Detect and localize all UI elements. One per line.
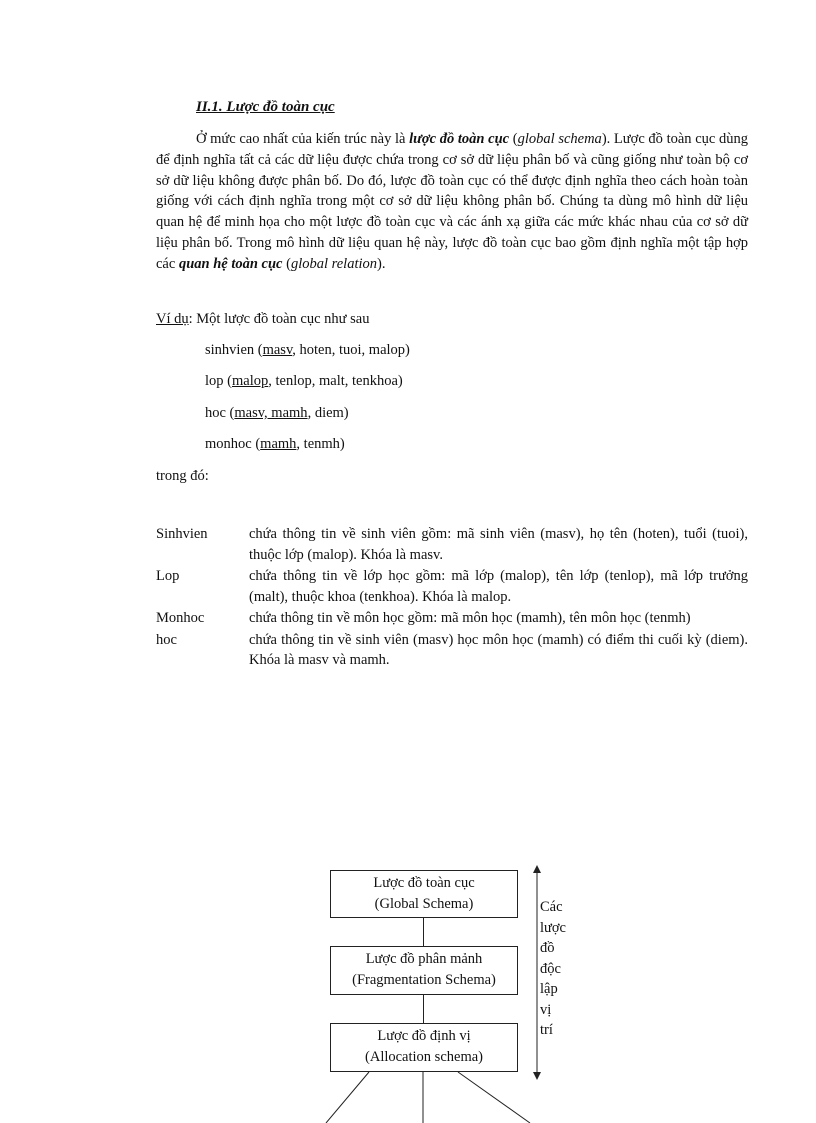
box-subtitle: (Fragmentation Schema) [352, 972, 496, 988]
paragraph-text: ). Lược đồ toàn cục dùng để định nghĩa tất cả các dữ liệu được chứa trong cơ sở dữ liệu phân bố và cũng giống như toàn bộ cơ sở dữ liệu không được phân bố. Do đó, lược đồ toàn cục có thể được định nghĩa theo cách hoàn toàn giống với cách định nghĩa trong một cơ sở dữ liệu không phân bố. Chúng ta dùng mô hình dữ liệu quan hệ để minh họa cho một lược đồ toàn cục và các ánh xạ giữa các mức khác nhau của cơ sở dữ liệu phân bố. Trong mô hình dữ liệu quan hệ này, lược đồ toàn cục bao gồm định nghĩa một tập hợp các [156, 131, 748, 272]
paragraph-text: Ở mức cao nhất của kiến trúc này là [196, 131, 410, 147]
example-text: : Một lược đồ toàn cục như sau [188, 311, 370, 327]
side-label: Các lược đồ độc lập vị trí [540, 899, 566, 1038]
box-title: Lược đồ toàn cục [373, 875, 475, 891]
definition-term: Lop [156, 568, 180, 584]
term-global-schema-en: global schema [517, 131, 602, 147]
box-subtitle: (Global Schema) [374, 896, 474, 912]
box-title: Lược đồ định vị [377, 1028, 471, 1044]
paragraph-text: ( [509, 131, 518, 147]
term-global-schema: lược đồ toàn cục [409, 131, 510, 147]
definition-term: Sinhvien [156, 526, 208, 542]
relation-key: masv, mamh [234, 405, 308, 421]
paragraph-text: ). [377, 255, 386, 272]
definition-term: hoc [156, 631, 177, 648]
definition-desc: chứa thông tin về lớp học gồm: mã lớp (malop), tên lớp (tenlop), mã lớp trưởng (malt), thuộc khoa (tenkhoa). Khóa là malop. [249, 568, 748, 605]
relation-key: mamh [260, 436, 297, 452]
relation-lop: lop (malop, tenlop, malt, tenkhoa) [205, 373, 403, 389]
branch-line-left [326, 1072, 369, 1123]
definition-term: Monhoc [156, 610, 205, 626]
term-global-relation: quan hệ toàn cục [178, 255, 283, 272]
section-heading: II.1. Lược đồ toàn cục [196, 99, 335, 115]
paragraph-text: ( [282, 255, 291, 272]
term-global-relation-en: global relation [290, 255, 378, 272]
definition-desc: chứa thông tin về môn học gồm: mã môn học (mamh), tên môn học (tenmh) [249, 610, 691, 626]
relation-sinhvien: sinhvien (masv, hoten, tuoi, malop) [205, 342, 410, 358]
box-subtitle: (Allocation schema) [365, 1049, 483, 1065]
example-label: Ví dụ [156, 311, 189, 327]
relation-key: masv [262, 342, 293, 358]
relation-key: malop [231, 373, 269, 389]
definition-desc: chứa thông tin về sinh viên gồm: mã sinh viên (masv), họ tên (hoten), tuổi (tuoi), thuộc lớp (malop). Khóa là masv. [249, 526, 748, 563]
definition-desc: chứa thông tin về sinh viên (masv) học môn học (mamh) có điểm thi cuối kỳ (diem). Khóa là masv và mamh. [249, 631, 748, 668]
box-title: Lược đồ phân mảnh [365, 951, 483, 967]
relation-hoc: hoc (masv, mamh, diem) [205, 405, 349, 421]
relation-monhoc: monhoc (mamh, tenmh) [205, 436, 345, 452]
where-label: trong đó: [156, 468, 209, 484]
branch-line-right [458, 1072, 530, 1123]
